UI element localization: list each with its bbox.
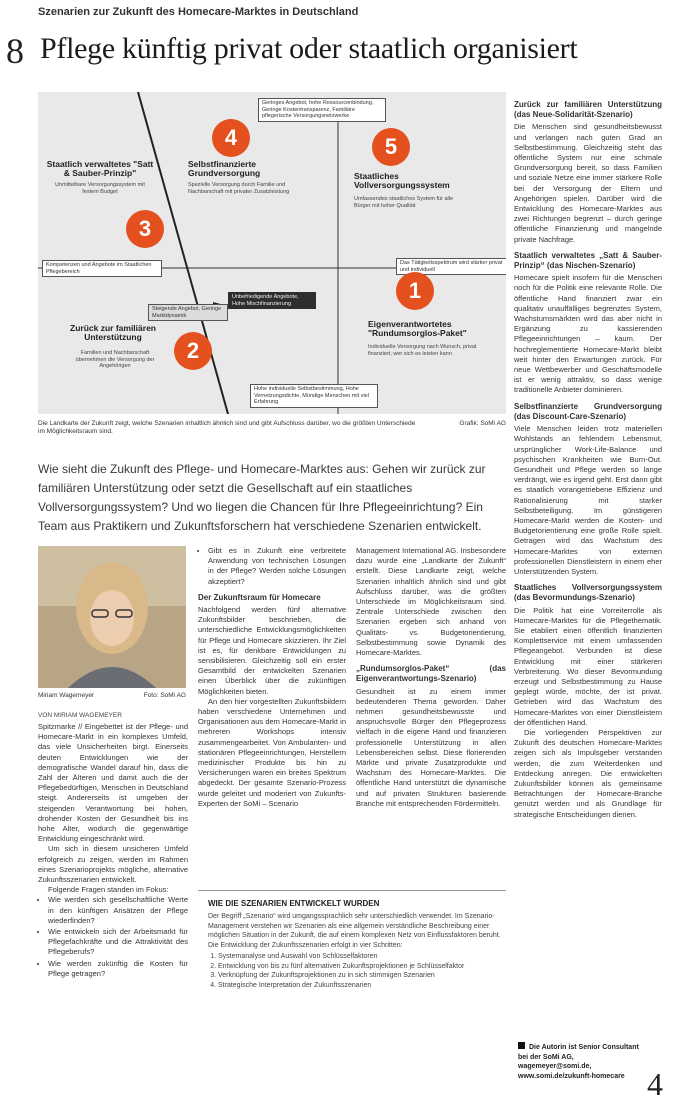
photo-name: Miriam Wagemeyer — [38, 692, 95, 699]
portrait-image — [38, 546, 186, 688]
col-a-question-list — [38, 895, 188, 979]
list-item: 2. Entwicklung von bis zu fünf alternativen Zukunftsprojektionen je Schlüsselfaktor — [218, 962, 506, 972]
photo-credit: Foto: SoMi AG — [143, 692, 186, 699]
list-item: 4. Strategische Interpretation der Zukunftsszenarien — [218, 981, 506, 991]
bullet-square-icon — [518, 1042, 525, 1049]
box-center-grey: Steigende Angebot, Geringe Marktdynamik — [148, 304, 228, 321]
col-c-heading: „Rundumsorglos-Paket“ (das Eigenverantwortungs-Szenario) — [356, 664, 506, 684]
col-c-paragraph-1: Management International AG. Insbesondere dazu wurde eine „Landkarte der Zukunft“ erstellt. Diese Landkarte zeigt, welche Szenarien inhaltlich ähnlich sind und gibt Aufschluss darüber, was die größten Unterschiede im Möglichkeitsraum sind. Zentrale Unterschiede zwischen den Szenarien ergeben sich anhand von Qualitäts- vs. Budgetorientierung, Selbstbestimmung sowie Dynamik des Homecare-Marktes. — [356, 546, 506, 658]
margin-mark: 8 — [6, 31, 24, 71]
scenario-4-label — [188, 160, 278, 178]
caption-text: Die Landkarte der Zukunft zeigt, welche Szenarien inhaltlich ähnlich sind und gibt Aufschluss darüber, wo die größten Unterschiede im Möglichkeitsraum sind. — [38, 420, 416, 435]
scenario-5-heading: Staatliches Vollversorgungssystem (das Bevormundungs-Szenario) — [514, 583, 662, 603]
scenario-2-desc: Familien und Nachbarschaft übernehmen die Versorgung der Angehörigen — [75, 350, 155, 369]
box-top: Geringes Angebot, hohe Ressourcenbindung, Geringe Kostentransparenz, Familiäre pflegerische Versorgungsnetzwerke — [258, 98, 386, 122]
headline: Pflege künftig privat oder staatlich organisiert — [40, 32, 578, 65]
scenario-3-heading: Staatlich verwaltetes „Satt & Sauber-Prinzip“ (das Nischen-Szenario) — [514, 250, 662, 271]
scenario-4-title: Selbstfinanzierte Grundversorgung — [188, 159, 261, 178]
scenario-5-text: Die Politik hat eine Vorreiterrolle als Homecare-Marktes für die Pflegethematik. Sie etabliert einen öffentlich finanzierten Komplettservice mit einem umfassenden Pflegeangebot. Verbunden ist diese Entwicklung mit einer stärkeren Verbreiterung. Wo dieser Bevormundung erzeugt und Selbstbestimmung zu Hause geplegt würde, möchte, der ist privat. Getrieben wird das Wachstum des Homecare-Marktes von einer Dienstleistern der öffentlichen Hand. — [514, 605, 662, 727]
scenario-1-marker: 1 — [396, 272, 434, 310]
scenario-5-label — [354, 172, 474, 190]
scenario-map — [38, 92, 506, 414]
scenario-4-text: Viele Menschen leiden trotz materiellen Wohlstands an fehlendem Lebensmut, ursprünglicher Work-Life-Balance und psychischen Krankheiten wie Burn-Out. Gesundheit und Pflege werden so lange verdrängt, wie es irgend geht. Erst dann gibt es staatlich vorangetriebene Effizienz und Rationalisierung mit starker Selbstbeteiligung. Im günstigeren Homecare-Markt werden die Kosten- und Budgetorientierung eine große Rolle spielt. Getragen wird das Wachstum des Homecare-Marktes von externen professionellen Dienstleistern in einem eher Unterstützenden System. — [514, 424, 662, 576]
scenario-5-title: Staatliches Vollversorgungssystem — [354, 171, 450, 190]
scenario-3-desc: Unmittelbare Versorgungssystem mit festem Budget — [55, 182, 145, 195]
column-b — [198, 546, 346, 809]
col-a-paragraph-3: Folgende Fragen standen im Fokus: — [48, 885, 169, 895]
scenario-1-desc: Individuelle Versorgung nach Wunsch, privat finanziert, wer sich es leisten kann — [368, 344, 477, 357]
page-number: 4 — [647, 1066, 663, 1102]
scenario-4-marker: 4 — [212, 119, 250, 157]
list-item: • Wie werden zukünftig die Kosten für Pflege getragen? — [48, 959, 188, 979]
box-bottom: Hohe individuelle Selbstbestimmung, Hohe Vernetzungsdichte, Mündige Menschen mit viel Erfahrung — [250, 384, 378, 408]
list-item: 3. Verknüpfung der Zukunftsprojektionen zu in sich stimmigen Szenarien — [218, 971, 506, 981]
col-c-paragraph-2: Gesundheit ist zu einem immer bedeutenderen Thema geworden. Daher nehmen gesundheitsbewusste und anspruchsvolle Bürger den Pflegeprozess vielfach in die eigene Hand und finanzieren professionelle Unterstützung in allen Lebensbereichen selbst. Diese florierenden Märkte und private Zusatzprodukte und Wachstum des Homecare-Marktes. Die öffentliche Hand unterstützt die dynamische und auf privaten Strukturen basierende Branche mit entsprechenden Fördermitteln. — [356, 686, 506, 808]
author-photo — [38, 546, 186, 688]
col-b-heading: Der Zukunftsraum für Homecare — [198, 592, 321, 602]
scenario-3-title: Staatlich verwaltetes "Satt & Sauber-Prinzip" — [46, 159, 154, 178]
column-c — [356, 546, 506, 809]
scenario-5-marker: 5 — [372, 128, 410, 166]
lead-paragraph: Wie sieht die Zukunft des Pflege- und Homecare-Marktes aus: Gehen wir zurück zur familiären Unterstützung oder setzt die Gesellschaft auf ein staatliches Vollversorgungssystem? Und wo liegen die Chancen für Ihre Pflegeeinrichtung? Ein Team aus Praktikern und Zukunftsforschern hat verschiedene Szenarien entwickelt. — [38, 462, 486, 533]
scenario-1-label — [368, 320, 488, 338]
conclusion-text: Die vorliegenden Perspektiven zur Zukunft des deutschen Homecare-Marktes zeigen sich als Impulsgeber verstanden werden, die zum Weiterdenken und Entdeckung anregen. Die entwickelten Zukunftsbilder können als gemeinsame Betrachtungen der Homecare-Branche genutzt werden und als Grundlage für strategische Entscheidungen dienen. — [514, 727, 662, 819]
scenario-3-text: Homecare spielt insofern für die Menschen noch für die Politik eine relevante Rolle. Die öffentliche Hand finanziert zwar ein qualitativ unauffälliges begrenztes System, Wachstumsmärkten wird das aber nicht in Ergänzung zu kassierenden Pflegeeinrichtungen – kaum. Der hochreglementierte Homecare-Markt bleibt weit hinter den Erwartungen zurück. Für neue Wettbewerber und Geschäftsmodelle ist er wenig attraktiv, so dass wenige traditionelle Anbieter dominieren. — [514, 273, 662, 395]
list-item: • Wie entwickeln sich der Arbeitsmarkt für Pflegefachkräfte und die Attraktivität des Pflegeberufs? — [48, 927, 188, 958]
list-item: • Gibt es in Zukunft eine verbreitete Anwendung von technischen Lösungen in der Pflege? Werden solche Lösungen akzeptiert? — [208, 546, 346, 587]
infobox-title: WIE DIE SZENARIEN ENTWICKELT WURDEN — [208, 899, 380, 908]
col-b-paragraph-2: An den hier vorgestellten Zukunftsbildern haben verschiedene Unternehmen und Organisationen aus dem Homecare-Markt in mehreren Workshops intensiv zusammengearbeitet. Von Ambulanten- und stationären Pflegeeinrichtungen, Herstellern medizinischer Produkte bis hin zu Versicherungen waren ein breites Spektrum abgedeckt. Der gesamte Szenario-Prozess wurde geleitet und moderiert von Zukunfts-Experten der SoMi – Scenario — [198, 696, 346, 808]
scenario-2-label — [68, 324, 158, 342]
method-infobox — [198, 890, 506, 990]
list-item: 1. Systemanalyse und Auswahl von Schlüsselfaktoren — [218, 952, 506, 962]
scenario-3-marker: 3 — [126, 210, 164, 248]
scenario-4-heading: Selbstfinanzierte Grundversorgung (das Discount-Care-Szenario) — [514, 401, 662, 421]
scenario-4-desc: Spezielle Versorgung durch Familie und Nachbarschaft mit privater Zusatzleistung — [188, 182, 290, 195]
list-item: • Wie werden sich gesellschaftliche Werte in den künftigen Ansätzen der Pflege wiederfinden? — [48, 895, 188, 926]
scenario-2-text: Die Menschen sind gesundheitsbewusst und verlangen nach guten Grad an Selbstbestimmung. Gleichzeitig steht das öffentliche System nur eine schmale Grundversorgung bereit, so dass Familien und soziale Netze eine immer stärkere Rolle bei der Versorgung der Eltern und Angehörigen spielen. Darüber wird die Entwicklung des Homecare-Marktes aus zwei Richtungen begrenzt – durch geringe öffentliche Finanzierung und mangelnde private Nachfrage. — [514, 122, 662, 244]
box-right: Das Tätigkeitsspektrum wird stärker privat und individuell — [396, 258, 506, 275]
caption-credit: Grafik: SoMi AG — [459, 420, 506, 427]
box-left: Kompetenzen und Angebote im Staatlichen Pflegebereich — [42, 260, 162, 277]
col-a-paragraph-1: Spitzmarke // Eingebettet ist der Pflege- und Homecare-Markt in ein komplexes Umfeld, das viele Unsicherheiten birgt. Einerseits deuten Entwicklungen wie der demografische Wandel darauf hin, dass die Zahl der Älteren und damit auch die der Pflegebedürftigen, Menschen in Deutschland steigt. Andererseits ist umgeben der steigenden Verantwortung bei hohen, drohender Kosten der Gesundheit bis ins hohe Alter, wodurch die gegenwärtige Entwicklung eingeschränkt wird. — [38, 722, 188, 844]
scenario-2-title: Zurück zur familiären Unterstützung — [70, 323, 156, 342]
column-right — [514, 100, 662, 820]
column-a — [38, 722, 188, 980]
author-note — [518, 1042, 648, 1081]
graphic-caption — [38, 420, 506, 436]
infobox-steps — [208, 952, 506, 990]
photo-caption — [38, 692, 186, 699]
scenario-2-heading: Zurück zur familiären Unterstützung (das Neue-Solidarität-Szenario) — [514, 100, 662, 120]
scenario-2-marker: 2 — [174, 332, 212, 370]
box-center-dark: Unbefriedigende Angebote, Hohe Mischfinanzierung — [228, 292, 316, 309]
infobox-text: Der Begriff „Szenario“ wird umgangssprachlich sehr unterschiedlich verwendet. Im Szenario-Management verstehen wir Szenarien als eine allgemein verständliche Beschreibung einer möglichen Situation in der Zukunft, die auf einem komplexen Netz von Einflussfaktoren beruht. Die Entwicklung der Zukunftsszenarien erfolgt in vier Schritten: — [208, 913, 501, 949]
col-b-paragraph-1: Nachfolgend werden fünf alternative Zukunftsbilder beschrieben, die unterschiedliche Entwicklungsmöglichkeiten für Pflege und Homecare skizzieren. Ihr Ziel ist es, für denkbare Entwicklungen zu sensibilisieren. Gleichzeitig soll ein erster Gesamtbild der entwickelten Szenarien einen Überblick über die zukünftigen Möglichkeiten bieten. — [198, 605, 346, 696]
col-b-question-list — [198, 546, 346, 587]
col-a-paragraph-2: Um sich in diesem unsicheren Umfeld erfolgreich zu zeigen, werden im Rahmen eines Szenarioprojekts mögliche, alternative Zukunftsszenarien entwickelt. — [38, 844, 188, 885]
byline: VON MIRIAM WAGEMEYER — [38, 712, 122, 719]
kicker: Szenarien zur Zukunft des Homecare-Marktes in Deutschland — [38, 6, 359, 18]
author-note-text: Die Autorin ist Senior Consultant bei der SoMi AG, wagemeyer@somi.de, www.somi.de/zukunft-homecare — [518, 1044, 639, 1080]
scenario-3-label — [44, 160, 156, 178]
scenario-5-desc: Umfassendes staatliches System für alle Bürger mit hoher Qualität — [354, 196, 454, 209]
scenario-1-title: Eigenverantwortetes "Rundumsorglos-Paket" — [368, 319, 467, 338]
